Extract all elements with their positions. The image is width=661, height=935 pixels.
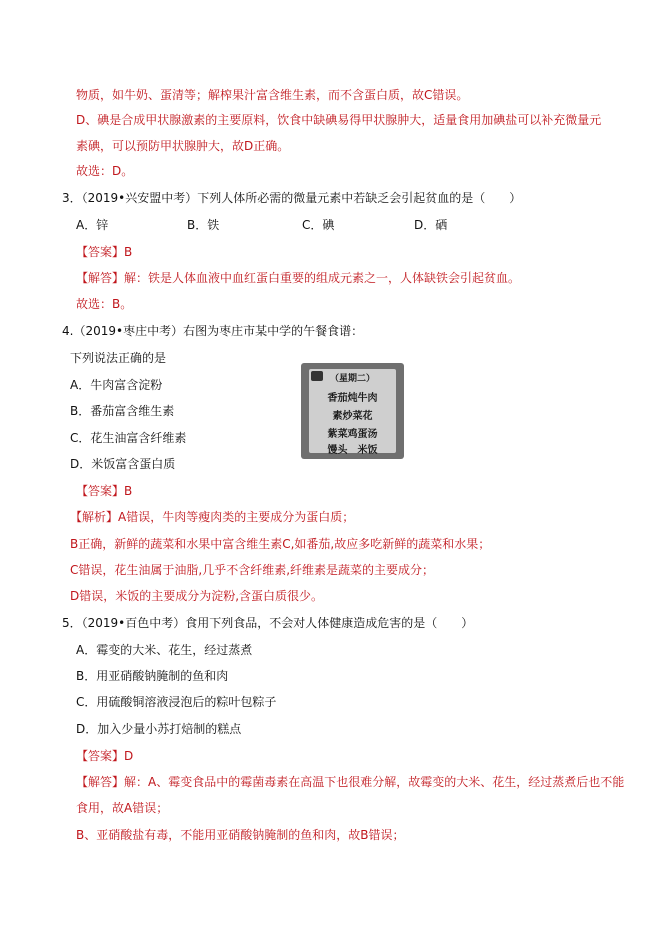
q5-option-a: A．霉变的大米、花生，经过蒸煮 xyxy=(76,643,253,657)
q5-analysis-a2: 食用，故A错误； xyxy=(76,801,169,815)
q3-choice: 故选：B。 xyxy=(76,297,133,311)
menu-item-1: 香茄炖牛肉 xyxy=(327,393,378,404)
q4-analysis-d: D错误，米饭的主要成分为淀粉,含蛋白质很少。 xyxy=(70,589,324,603)
q4-analysis-c: C错误，花生油属于油脂,几乎不含纤维素,纤维素是蔬菜的主要成分； xyxy=(70,563,435,577)
q5-stem: 5．（2019•百色中考）食用下列食品，不会对人体健康造成危害的是（ ） xyxy=(62,616,474,630)
prev-choice: 故选：D。 xyxy=(76,164,134,178)
q3-analysis: 【解答】解：铁是人体血液中血红蛋白重要的组成元素之一，人体缺铁会引起贫血。 xyxy=(76,271,521,285)
q5-analysis-a1: 【解答】解：A、霉变食品中的霉菌毒素在高温下也很难分解，故霉变的大米、花生，经过蒸煮后也不能 xyxy=(76,775,625,789)
q4-answer: 【答案】B xyxy=(76,484,133,498)
menu-day: （星期二） xyxy=(329,374,375,384)
q3-answer: 【答案】B xyxy=(76,245,133,259)
q4-prompt: 下列说法正确的是 xyxy=(70,351,167,365)
q4-option-d: D．米饭富含蛋白质 xyxy=(70,457,176,471)
q4-analysis-a: 【解析】A错误，牛肉等瘦肉类的主要成分为蛋白质； xyxy=(70,510,355,524)
prev-analysis-d-line1: D、碘是合成甲状腺激素的主要原料，饮食中缺碘易得甲状腺肿大，适量食用加碘盐可以补充微量元 xyxy=(76,113,602,127)
prev-analysis-c-continued: 物质，如牛奶、蛋清等；解榨果汁富含维生素，而不含蛋白质，故C错误。 xyxy=(76,88,469,102)
prev-analysis-d-line2: 素碘，可以预防甲状腺肿大，故D正确。 xyxy=(76,139,290,153)
q3-option-d: D．硒 xyxy=(414,218,448,232)
q4-option-a: A．牛肉富含淀粉 xyxy=(70,378,163,392)
q3-option-c: C．碘 xyxy=(302,218,335,232)
q4-analysis-b: B正确，新鲜的蔬菜和水果中富含维生素C,如番茄,故应多吃新鲜的蔬菜和水果； xyxy=(70,537,491,551)
q3-option-b: B．铁 xyxy=(187,218,220,232)
menu-item-2: 素炒菜花 xyxy=(332,411,373,422)
q3-stem: 3．（2019•兴安盟中考）下列人体所必需的微量元素中若缺乏会引起贫血的是（ ） xyxy=(62,191,522,205)
q4-stem: 4.（2019•枣庄中考）右图为枣庄市某中学的午餐食谱： xyxy=(62,324,364,338)
menu-item-4: 馒头 米饭 xyxy=(327,445,378,456)
q5-option-d: D．加入少量小苏打焙制的糕点 xyxy=(76,722,242,736)
lunch-menu-photo xyxy=(301,363,404,459)
q4-option-c: C．花生油富含纤维素 xyxy=(70,431,187,445)
q5-answer: 【答案】D xyxy=(76,749,134,763)
q4-option-b: B．番茄富含维生素 xyxy=(70,404,175,418)
q5-option-b: B．用亚硝酸钠腌制的鱼和肉 xyxy=(76,669,229,683)
q5-option-c: C．用硫酸铜溶液浸泡后的粽叶包粽子 xyxy=(76,695,277,709)
menu-item-3: 紫菜鸡蛋汤 xyxy=(327,429,378,440)
q3-option-a: A．锌 xyxy=(76,218,109,232)
q5-analysis-b: B、亚硝酸盐有毒，不能用亚硝酸钠腌制的鱼和肉，故B错误； xyxy=(76,828,405,842)
